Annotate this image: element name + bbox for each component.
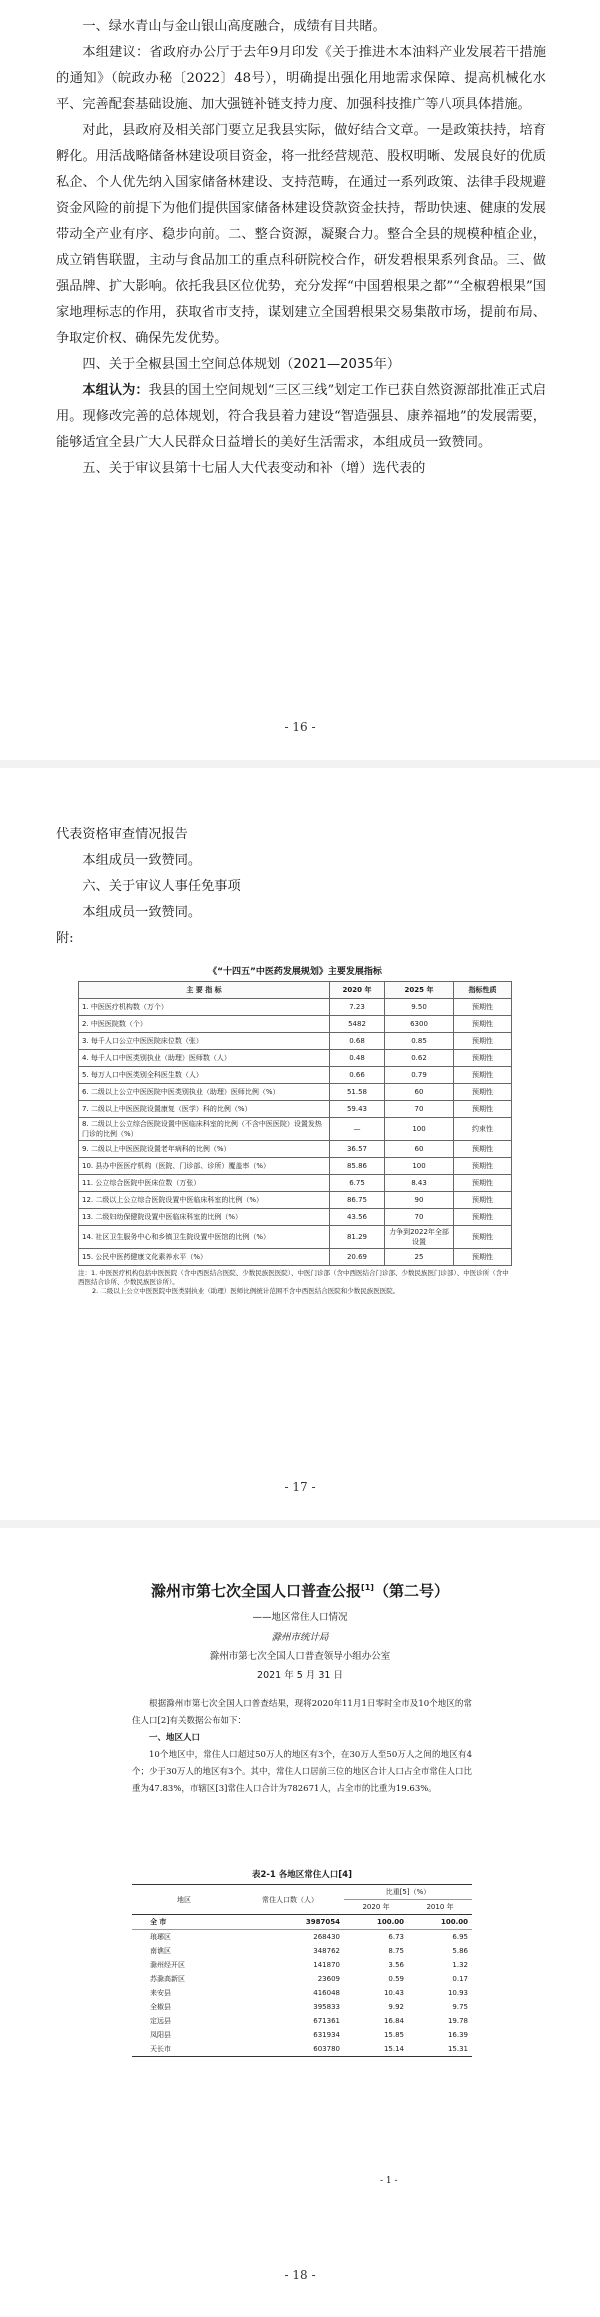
population-row — [132, 2014, 472, 2028]
region-cell: 苏滁高新区 — [150, 1975, 185, 1983]
indicator-row — [79, 1033, 512, 1050]
section-4-title: 四、关于全椒县国土空间总体规划（2021—2035年） — [82, 357, 401, 372]
indicator-name-cell: 1. 中医医疗机构数（万个） — [79, 999, 330, 1016]
region-cell: 南谯区 — [150, 1947, 171, 1955]
region-cell: 凤阳县 — [150, 2031, 171, 2039]
page-17 — [0, 768, 600, 1520]
bulletin-title-text: 滁州市第七次全国人口普查公报 — [151, 1582, 362, 1600]
indicator-name-cell: 8. 二级以上公立综合医院设置中医临床科室的比例（不含中医医院）设置发热门诊的比例（%） — [79, 1118, 330, 1141]
indicator-row — [79, 1249, 512, 1266]
share-2020-cell: 9.92 — [388, 2003, 404, 2011]
indicator-type-cell: 预期性 — [454, 1067, 512, 1084]
population-cell: 141870 — [313, 1961, 340, 1969]
population-row — [132, 1930, 472, 1945]
indicator-type-cell: 预期性 — [454, 1141, 512, 1158]
population-header-row — [132, 1885, 472, 1900]
value-2020-cell: 20.69 — [330, 1249, 385, 1266]
page-18 — [0, 1528, 600, 2317]
page-16 — [0, 0, 600, 760]
share-2020-cell: 15.14 — [344, 2042, 408, 2057]
value-2020-cell: 86.75 — [330, 1192, 385, 1209]
indicator-row — [79, 1084, 512, 1101]
value-2025-cell: 9.50 — [385, 999, 454, 1016]
population-row — [132, 2042, 472, 2057]
note-1: 注：1. 中医医疗机构包括中医医院（含中西医结合医院、少数民族医医院）、中医门诊部（含中西医结合门诊部、少数民族医门诊部）、中医诊所（含中西医结合诊所、少数民族医诊所）。 — [78, 1269, 509, 1286]
indicator-type-cell: 预期性 — [454, 1084, 512, 1101]
para-line-1: 一、绿水青山与金山银山高度融合，成绩有目共睹。 — [82, 19, 386, 34]
region-cell: 来安县 — [150, 1989, 171, 1997]
share-2020-cell: 0.59 — [388, 1975, 404, 1983]
region-cell: 全椒县 — [150, 2003, 171, 2011]
value-2020-cell: 5482 — [330, 1016, 385, 1033]
share-2020-cell: 16.84 — [383, 2017, 404, 2025]
bulletin-section-1: 一、地区人口 — [149, 1733, 201, 1743]
value-2025-cell: 0.62 — [385, 1050, 454, 1067]
population-cell: 395833 — [313, 2003, 340, 2011]
indicator-row — [79, 1209, 512, 1226]
header-2020: 2020 年 — [330, 982, 385, 999]
share-2010-cell: 15.31 — [408, 2042, 472, 2057]
indicator-type-cell: 预期性 — [454, 1101, 512, 1118]
share-2010-cell: 19.78 — [447, 2017, 468, 2025]
indicator-row — [79, 1226, 512, 1249]
indicator-row — [79, 1016, 512, 1033]
indicator-name-cell: 9. 二级以上中医医院设置老年病科的比例（%） — [79, 1141, 330, 1158]
population-table-block — [132, 1868, 472, 2057]
header-region: 地区 — [132, 1885, 236, 1915]
population-cell: 671361 — [313, 2017, 340, 2025]
value-2025-cell: 100 — [385, 1158, 454, 1175]
indicator-name-cell: 13. 二级妇幼保健院设置中医临床科室的比例（%） — [79, 1209, 330, 1226]
indicator-type-cell: 预期性 — [454, 1158, 512, 1175]
value-2020-cell: 43.56 — [330, 1209, 385, 1226]
region-cell: 滁州经开区 — [150, 1961, 185, 1969]
section-5-title: 五、关于审议县第十七届人大代表变动和补（增）选代表的 — [82, 461, 426, 476]
indicator-type-cell: 预期性 — [454, 1192, 512, 1209]
value-2020-cell: 0.66 — [330, 1067, 385, 1084]
share-2010-cell: 6.95 — [452, 1933, 468, 1941]
bulletin-paragraph: 10个地区中，常住人口超过50万人的地区有3个，在30万人至50万人之间的地区有4个；少于30万人的地区有3个。其中，常住人口居前三位的地区合计人口占全市常住人口比重为47.83%，市辖区[3]常住人口合计为782671人，占全市的比重为19.63%。 — [132, 1750, 472, 1794]
value-2025-cell: 0.85 — [385, 1033, 454, 1050]
share-2010-cell: 100.00 — [408, 1915, 472, 1930]
header-2025: 2025 年 — [385, 982, 454, 999]
value-2020-cell: — — [330, 1118, 385, 1141]
indicator-type-cell: 约束性 — [454, 1118, 512, 1141]
share-2020-cell: 8.75 — [388, 1947, 404, 1955]
share-2010-cell: 9.75 — [452, 2003, 468, 2011]
population-cell: 23609 — [317, 1975, 340, 1983]
page17-line-2: 本组成员一致赞同。 — [82, 853, 202, 868]
region-cell: 定远县 — [150, 2017, 171, 2025]
header-year-2020: 2020 年 — [344, 1900, 408, 1915]
note-2: 2. 二级以上公立中医医院中医类别执业（助理）医师比例统计范围不含中西医结合医院和少数民族医医院。 — [92, 1287, 400, 1295]
bulletin-intro: 根据滁州市第七次全国人口普查结果，现将2020年11月1日零时全市及10个地区的常住人口[2]有关数据公布如下： — [132, 1699, 472, 1726]
value-2020-cell: 51.58 — [330, 1084, 385, 1101]
indicator-table — [78, 981, 512, 1266]
indicator-type-cell: 预期性 — [454, 1033, 512, 1050]
population-row — [132, 2000, 472, 2014]
bulletin-title — [0, 1580, 600, 1601]
inner-page-number: - 1 - — [380, 2176, 398, 2186]
value-2020-cell: 0.48 — [330, 1050, 385, 1067]
para-suggestion: 本组建议：省政府办公厅于去年9月印发《关于推进木本油料产业发展若干措施的通知》（皖政办秘〔2022〕48号），明确提出强化用地需求保障、提高机械化水平、完善配套基础设施、加大强链补链支持力度、加强科技推广等八项具体措施。 — [56, 45, 546, 112]
value-2020-cell: 59.43 — [330, 1101, 385, 1118]
indicator-type-cell: 预期性 — [454, 1209, 512, 1226]
share-2020-cell: 15.85 — [383, 2031, 404, 2039]
indicator-type-cell: 预期性 — [454, 1016, 512, 1033]
indicator-row — [79, 1158, 512, 1175]
share-2010-cell: 16.39 — [447, 2031, 468, 2039]
population-cell: 268430 — [313, 1933, 340, 1941]
share-2020-cell: 6.73 — [388, 1933, 404, 1941]
value-2025-cell: 70 — [385, 1209, 454, 1226]
indicator-table-block — [78, 964, 512, 1296]
value-2025-cell: 100 — [385, 1118, 454, 1141]
page-number: - 18 - — [284, 2268, 316, 2282]
indicator-name-cell: 15. 公民中医药健康文化素养水平（%） — [79, 1249, 330, 1266]
population-cell: 416048 — [313, 1989, 340, 1997]
section-4-body — [56, 378, 546, 456]
population-row — [132, 1972, 472, 1986]
population-table-body — [132, 1915, 472, 2057]
bulletin-subtitle: ——地区常住人口情况 — [252, 1612, 348, 1623]
population-cell: 348762 — [313, 1947, 340, 1955]
population-row — [132, 1958, 472, 1972]
share-2020-cell: 100.00 — [344, 1915, 408, 1930]
value-2020-cell: 85.86 — [330, 1158, 385, 1175]
value-2020-cell: 7.23 — [330, 999, 385, 1016]
indicator-row — [79, 1175, 512, 1192]
value-2020-cell: 0.68 — [330, 1033, 385, 1050]
page17-line-4: 本组成员一致赞同。 — [82, 905, 202, 920]
indicator-row — [79, 1192, 512, 1209]
page17-line-1: 代表资格审查情况报告 — [56, 827, 188, 842]
value-2020-cell: 6.75 — [330, 1175, 385, 1192]
page-number: - 17 - — [284, 1480, 316, 1494]
indicator-name-cell: 10. 县办中医医疗机构（医院、门诊部、诊所）覆盖率（%） — [79, 1158, 330, 1175]
para-measures: 对此，县政府及相关部门要立足我县实际，做好结合文章。一是政策扶持，培育孵化。用活战略储备林建设项目资金，将一批经营规范、股权明晰、发展良好的优质私企、个人优先纳入国家储备林建设、支持范畴，在通过一系列政策、法律手段规避资金风险的前提下为他们提供国家储备林建设贷款资金扶持，帮助快速、健康的发展带动全产业有序、稳步向前。二、整合资源，凝聚合力。整合全县的规模种植企业，成立销售联盟，主动与食品加工的重点科研院校合作，研发碧根果系列食品。三、做强品牌、扩大影响。依托我县区位优势，充分发挥“中国碧根果之都”“全椒碧根果”国家地理标志的作用，获取省市支持，谋划建立全国碧根果交易集散市场，提前布局、争取定价权、确保先发优势。 — [56, 123, 546, 346]
share-2010-cell: 1.32 — [452, 1961, 468, 1969]
page-number: - 16 - — [284, 720, 316, 734]
indicator-name-cell: 11. 公立综合医院中医床位数（万张） — [79, 1175, 330, 1192]
indicator-type-cell: 预期性 — [454, 999, 512, 1016]
population-cell: 631934 — [313, 2031, 340, 2039]
share-2010-cell: 10.93 — [447, 1989, 468, 1997]
indicator-row — [79, 1118, 512, 1141]
indicator-name-cell: 3. 每千人口公立中医医院床位数（张） — [79, 1033, 330, 1050]
population-cell: 603780 — [236, 2042, 344, 2057]
section-4-text: 我县的国土空间规划“三区三线”划定工作已获自然资源部批准正式启用。现修改完善的总体规划，符合我县着力建设“智造强县、康养福地”的发展需要，能够适宜全县广大人民群众日益增长的美好生活需求，本组成员一致赞同。 — [56, 383, 546, 450]
region-cell: 琅琊区 — [150, 1933, 171, 1941]
share-2010-cell: 0.17 — [452, 1975, 468, 1983]
header-indicator: 主 要 指 标 — [79, 982, 330, 999]
indicator-table-title: 《“十四五”中医药发展规划》主要发展指标 — [208, 967, 382, 977]
population-row — [132, 1944, 472, 1958]
indicator-table-body — [79, 999, 512, 1266]
indicator-row — [79, 999, 512, 1016]
indicator-header-row — [79, 982, 512, 999]
value-2025-cell: 60 — [385, 1084, 454, 1101]
population-table — [132, 1884, 472, 2057]
indicator-row — [79, 1101, 512, 1118]
appendix-label: 附: — [56, 931, 74, 946]
header-type: 指标性质 — [454, 982, 512, 999]
indicator-name-cell: 12. 二级以上公立综合医院设置中医临床科室的比例（%） — [79, 1192, 330, 1209]
indicator-name-cell: 7. 二级以上中医医院设置康复（医学）科的比例（%） — [79, 1101, 330, 1118]
section-4-lead: 本组认为： — [82, 383, 149, 398]
population-row — [132, 2028, 472, 2042]
share-2020-cell: 10.43 — [383, 1989, 404, 1997]
indicator-name-cell: 5. 每万人口中医类别全科医生数（人） — [79, 1067, 330, 1084]
bulletin-title-note: [1] — [361, 1583, 374, 1592]
bulletin-date: 2021 年 5 月 31 日 — [257, 1670, 343, 1681]
value-2020-cell: 36.57 — [330, 1141, 385, 1158]
value-2020-cell: 81.29 — [330, 1226, 385, 1249]
bulletin-title-suffix: （第二号） — [373, 1582, 449, 1600]
value-2025-cell: 70 — [385, 1101, 454, 1118]
population-cell: 3987054 — [236, 1915, 344, 1930]
page-separator — [0, 760, 600, 768]
section-6-title: 六、关于审议人事任免事项 — [82, 879, 241, 894]
population-table-title: 表2-1 各地区常住人口[4] — [251, 1870, 352, 1880]
share-2020-cell: 3.56 — [388, 1961, 404, 1969]
indicator-type-cell: 预期性 — [454, 1249, 512, 1266]
value-2025-cell: 25 — [385, 1249, 454, 1266]
page-separator — [0, 1520, 600, 1528]
header-share: 比重[5]（%） — [344, 1885, 472, 1900]
indicator-row — [79, 1141, 512, 1158]
bulletin-header — [0, 1580, 600, 1681]
header-population: 常住人口数（人） — [236, 1885, 344, 1915]
indicator-name-cell: 2. 中医医院数（个） — [79, 1016, 330, 1033]
value-2025-cell: 力争到2022年全部设置 — [385, 1226, 454, 1249]
indicator-type-cell: 预期性 — [454, 1050, 512, 1067]
indicator-notes — [78, 1269, 512, 1296]
population-row — [132, 1986, 472, 2000]
bulletin-org-1: 滁州市统计局 — [271, 1632, 329, 1643]
indicator-row — [79, 1050, 512, 1067]
share-2010-cell: 5.86 — [452, 1947, 468, 1955]
indicator-name-cell: 4. 每千人口中医类别执业（助理）医师数（人） — [79, 1050, 330, 1067]
region-cell: 全 市 — [132, 1915, 236, 1930]
region-cell: 天长市 — [132, 2042, 236, 2057]
value-2025-cell: 0.79 — [385, 1067, 454, 1084]
value-2025-cell: 6300 — [385, 1016, 454, 1033]
indicator-type-cell: 预期性 — [454, 1175, 512, 1192]
header-year-2010: 2010 年 — [408, 1900, 472, 1915]
indicator-name-cell: 14. 社区卫生服务中心和乡镇卫生院设置中医馆的比例（%） — [79, 1226, 330, 1249]
indicator-name-cell: 6. 二级以上公立中医医院中医类别执业（助理）医师比例（%） — [79, 1084, 330, 1101]
population-total-row — [132, 1915, 472, 1930]
value-2025-cell: 8.43 — [385, 1175, 454, 1192]
indicator-row — [79, 1067, 512, 1084]
bulletin-org-2: 滁州市第七次全国人口普查领导小组办公室 — [209, 1651, 391, 1662]
value-2025-cell: 90 — [385, 1192, 454, 1209]
indicator-type-cell: 预期性 — [454, 1226, 512, 1249]
value-2025-cell: 60 — [385, 1141, 454, 1158]
